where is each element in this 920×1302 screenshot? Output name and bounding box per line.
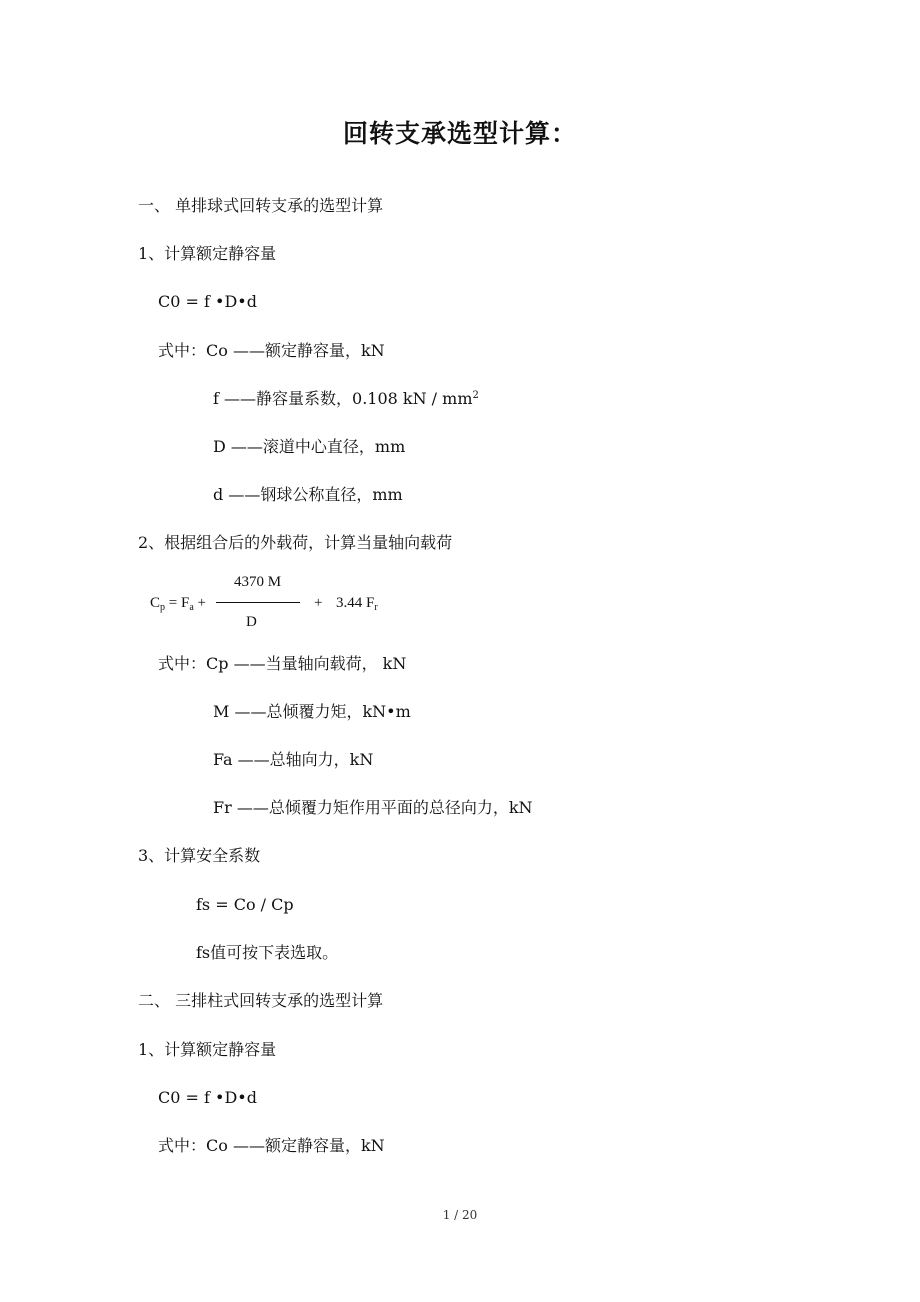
definition-line: 式中：Cp ——当量轴向载荷， kN <box>158 654 407 673</box>
page-title: 回转支承选型计算： <box>342 119 577 148</box>
section-heading-2: 二、 三排柱式回转支承的选型计算 <box>138 991 384 1010</box>
formula-plus: + <box>314 595 323 611</box>
formula-text: fs = Co / Cp <box>196 895 294 914</box>
fraction-bar <box>216 602 300 603</box>
definition-line: Fa ——总轴向力，kN <box>213 750 374 769</box>
definition-line: f ——静容量系数，0.108 kN / $mm^2$ <box>213 389 479 408</box>
section-heading-1: 一、 单排球式回转支承的选型计算 <box>138 196 384 215</box>
formula-numerator: 4370 M <box>234 574 282 590</box>
note-text: fs值可按下表选取。 <box>196 943 339 962</box>
formula-denominator: D <box>246 614 257 630</box>
definition-line: 式中：Co ——额定静容量，kN <box>158 1136 385 1155</box>
page-number: 1 / 20 <box>442 1208 478 1222</box>
step-heading: 1、计算额定静容量 <box>138 244 277 263</box>
step-heading: 3、计算安全系数 <box>138 846 261 865</box>
equivalent-axial-load-formula <box>150 570 410 636</box>
formula-rhs: 3.44 $F_r$ <box>336 595 378 613</box>
definition-line: 式中：Co ——额定静容量，kN <box>158 341 385 360</box>
step-heading: 1、计算额定静容量 <box>138 1040 277 1059</box>
superscript: 2 <box>472 390 479 401</box>
definition-line: M ——总倾覆力矩，kN•m <box>213 702 411 721</box>
definition-line: Fr ——总倾覆力矩作用平面的总径向力，kN <box>213 798 533 817</box>
definition-line: D ——滚道中心直径，mm <box>213 437 406 456</box>
step-heading: 2、根据组合后的外载荷，计算当量轴向载荷 <box>138 533 453 552</box>
formula-text: C0 = f •D•d <box>158 1088 257 1107</box>
formula-text: C0 = f •D•d <box>158 292 257 311</box>
definition-line: d ——钢球公称直径，mm <box>213 485 403 504</box>
formula-lhs: $C_p = F_a$ + <box>150 595 206 613</box>
